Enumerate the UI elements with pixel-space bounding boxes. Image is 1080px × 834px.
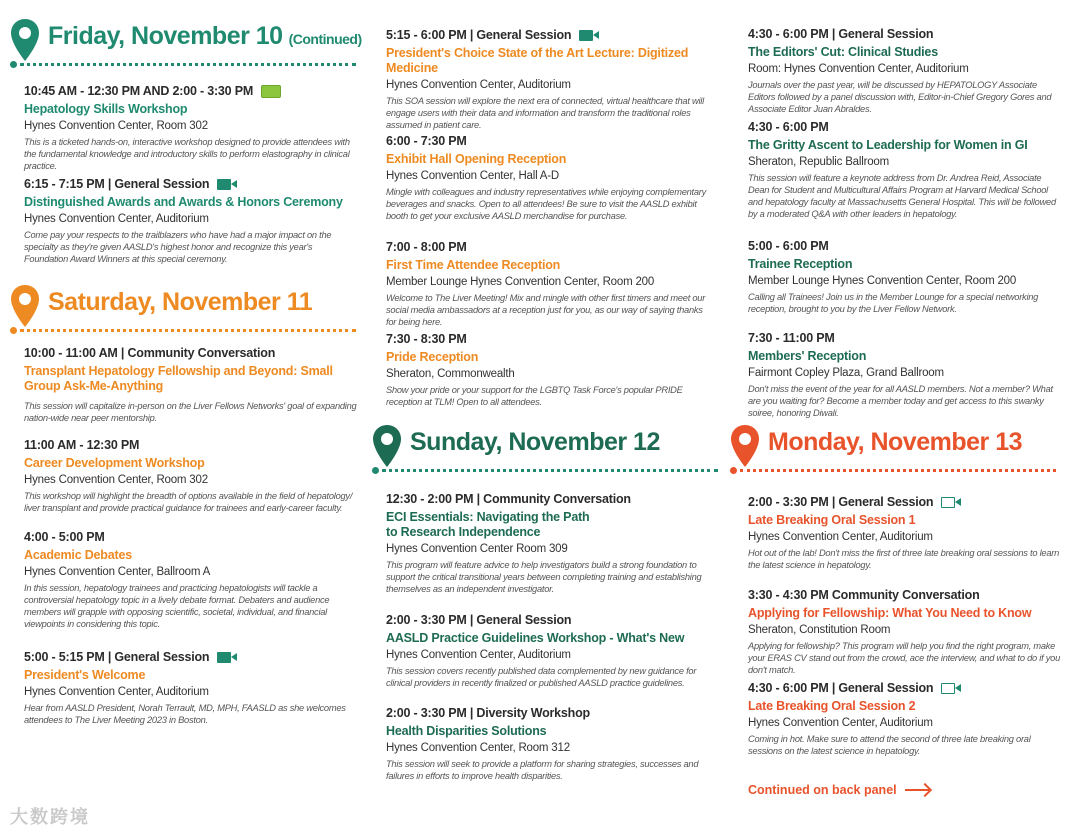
event-description: This SOA session will explore the next era of connected, virtual healthcare that will engage users with their data and information and transform the traditional roles assumed in patient care. (386, 96, 704, 130)
event-item (748, 331, 1060, 419)
event-item (748, 681, 1060, 757)
video-camera-icon (217, 652, 231, 663)
event-title: Distinguished Awards and Awards & Honors Ceremony (24, 195, 343, 209)
day-title: Friday, November 10 (Continued) (48, 22, 362, 50)
video-camera-outline-icon (941, 683, 955, 694)
event-item (24, 346, 358, 424)
event-title: Academic Debates (24, 548, 132, 562)
event-description: Hot out of the lab! Don't miss the first of three late breaking oral sessions to learn the latest science in hepatology. (748, 548, 1059, 570)
event-location: Room: Hynes Convention Center, Auditorium (748, 63, 969, 75)
event-time: 4:30 - 6:00 PM | General Session (748, 27, 934, 41)
event-time: 6:15 - 7:15 PM | General Session (24, 177, 358, 191)
event-title: Applying for Fellowship: What You Need to Know (748, 606, 1032, 620)
event-item (386, 332, 708, 408)
event-location: Fairmont Copley Plaza, Grand Ballroom (748, 367, 944, 379)
event-location: Hynes Convention Center, Auditorium (386, 79, 571, 91)
event-item (748, 239, 1060, 315)
event-time: 5:15 - 6:00 PM | General Session (386, 28, 708, 42)
event-item (386, 492, 708, 595)
event-time: 3:30 - 4:30 PM Community Conversation (748, 588, 980, 602)
event-location: Member Lounge Hynes Convention Center, Room 200 (386, 276, 655, 288)
event-description: This session will capitalize in-person on the Liver Fellows Networks' goal of expanding nation-wide near peer mentorship. (24, 401, 357, 423)
event-time: 11:00 AM - 12:30 PM (24, 438, 140, 452)
event-title: Transplant Hepatology Fellowship and Beyond: Small Group Ask-Me-Anything (24, 364, 333, 393)
event-time: 7:00 - 8:00 PM (386, 240, 467, 254)
event-location: Hynes Convention Center, Room 312 (386, 742, 570, 754)
event-item (24, 438, 358, 514)
event-description: Hear from AASLD President, Norah Terrault, MD, MPH, FAASLD as she welcomes attendees to The Liver Meeting 2023 in Boston. (24, 703, 346, 725)
day-header-sunday (372, 424, 724, 484)
event-title: The Gritty Ascent to Leadership for Women in GI (748, 138, 1028, 152)
event-description: Coming in hot. Make sure to attend the second of three late breaking oral sessions on the latest science in hepatology. (748, 734, 1031, 756)
map-pin-icon (10, 284, 40, 328)
event-item (24, 650, 358, 726)
day-header-monday (730, 424, 1060, 484)
event-location: Hynes Convention Center, Hall A-D (386, 170, 560, 182)
event-time: 10:00 - 11:00 AM | Community Conversation (24, 346, 276, 360)
event-description: This session covers recently published data complemented by new guidance for clinical providers in recently finalized or published AASLD practice guidelines. (386, 666, 697, 688)
event-time: 6:00 - 7:30 PM (386, 134, 467, 148)
event-time: 5:00 - 6:00 PM (748, 239, 829, 253)
event-description: Show your pride or your support for the LGBTQ Task Force's popular PRIDE reception at TLM! Open to all attendees. (386, 385, 683, 407)
event-title: Career Development Workshop (24, 456, 205, 470)
event-title: Pride Reception (386, 350, 479, 364)
event-location: Hynes Convention Center, Auditorium (748, 531, 933, 543)
watermark: 大数跨境 (10, 807, 90, 827)
event-time: 7:30 - 11:00 PM (748, 331, 835, 345)
dotted-divider (20, 63, 356, 66)
event-item (748, 27, 1060, 115)
event-item (748, 495, 1060, 571)
video-camera-icon (217, 179, 231, 190)
event-location: Hynes Convention Center, Auditorium (386, 649, 571, 661)
event-description: Don't miss the event of the year for all AASLD members. Not a member? What are you waiting for? Become a member today and get access to this swanky soiree, honoring Diwali. (748, 384, 1053, 418)
event-title: Trainee Reception (748, 257, 853, 271)
map-pin-icon (10, 18, 40, 62)
event-item (748, 120, 1060, 220)
event-location: Sheraton, Republic Ballroom (748, 156, 889, 168)
event-item (24, 84, 358, 172)
event-item (24, 530, 358, 630)
day-title: Saturday, November 11 (48, 288, 313, 316)
event-title: The Editors' Cut: Clinical Studies (748, 45, 938, 59)
dotted-divider (740, 469, 1056, 472)
dotted-divider (20, 329, 356, 332)
event-time: 2:00 - 3:30 PM | General Session (386, 613, 572, 627)
continued-link[interactable] (748, 783, 929, 797)
event-location: Hynes Convention Center, Auditorium (748, 717, 933, 729)
event-time: 5:00 - 5:15 PM | General Session (24, 650, 358, 664)
event-location: Hynes Convention Center, Auditorium (24, 213, 209, 225)
event-location: Hynes Convention Center, Room 302 (24, 120, 208, 132)
event-location: Member Lounge Hynes Convention Center, Room 200 (748, 275, 1017, 287)
event-description: This program will feature advice to help investigators build a strong foundation to support the critical transitional years between completing training and establishing themselves as an independent investigator. (386, 560, 702, 594)
event-time: 2:00 - 3:30 PM | Diversity Workshop (386, 706, 590, 720)
event-location: Hynes Convention Center, Room 302 (24, 474, 208, 486)
event-description: Welcome to The Liver Meeting! Mix and mingle with other first timers and meet our social media ambassadors at a reception just for you, as our way of saying thanks for being here. (386, 293, 706, 327)
event-location: Hynes Convention Center, Auditorium (24, 686, 209, 698)
event-item (748, 588, 1060, 676)
map-pin-icon (730, 424, 760, 468)
video-camera-icon (579, 30, 593, 41)
event-description: This workshop will highlight the breadth of options available in the field of hepatology/ liver transplant and provide practical guidance for trainees and early-career faculty. (24, 491, 353, 513)
event-title: Exhibit Hall Opening Reception (386, 152, 567, 166)
event-time: 4:00 - 5:00 PM (24, 530, 105, 544)
arrow-right-icon (905, 789, 929, 791)
event-title: Health Disparities Solutions (386, 724, 547, 738)
event-time: 7:30 - 8:30 PM (386, 332, 467, 346)
event-description: Calling all Trainees! Join us in the Member Lounge for a special networking reception, brought to you by the Liver Fellow Network. (748, 292, 1039, 314)
event-description: Journals over the past year, will be discussed by HEPATOLOGY Associate Editors followed by a panel discussion with, Editor-in-Chief Gregory Gores and Associate Editor Juan Abraldes. (748, 80, 1052, 114)
event-location: Hynes Convention Center, Ballroom A (24, 566, 211, 578)
ticket-icon (261, 85, 281, 98)
event-time: 10:45 AM - 12:30 PM AND 2:00 - 3:30 PM (24, 84, 358, 98)
event-description: This is a ticketed hands-on, interactive workshop designed to provide attendees with the fundamental knowledge and introductory skills to perform elastography in clinical practice. (24, 137, 350, 171)
event-item (24, 177, 358, 265)
event-description: This session will feature a keynote address from Dr. Andrea Reid, Associate Dean for Student and Multicultural Affairs Program at Harvard Medical School and hepatology faculty at Massachusetts General Hospital. This will be followed by a moderated Q&A with other leaders in hepatology. (748, 173, 1056, 219)
continued-label: Continued on back panel (748, 783, 897, 797)
day-title: Sunday, November 12 (410, 428, 660, 456)
event-item (386, 240, 708, 328)
event-title: Hepatology Skills Workshop (24, 102, 188, 116)
event-item (386, 134, 708, 222)
event-time: 4:30 - 6:00 PM | General Session (748, 681, 1060, 695)
event-time: 4:30 - 6:00 PM (748, 120, 829, 134)
event-description: Mingle with colleagues and industry representatives while enjoying complementary beverages and snacks. Open to all attendees! Be sure to visit the AASLD exhibit booth to get your exclusive AASLD merchandise for purchase. (386, 187, 707, 221)
map-pin-icon (372, 424, 402, 468)
event-title: Late Breaking Oral Session 2 (748, 699, 916, 713)
event-location: Hynes Convention Center Room 309 (386, 543, 568, 555)
event-title: President's Welcome (24, 668, 146, 682)
event-title: AASLD Practice Guidelines Workshop - What's New (386, 631, 685, 645)
day-header-friday (10, 18, 362, 78)
dotted-divider (382, 469, 718, 472)
event-location: Sheraton, Commonwealth (386, 368, 515, 380)
event-item (386, 613, 708, 689)
event-title: First Time Attendee Reception (386, 258, 561, 272)
event-title: Members' Reception (748, 349, 867, 363)
day-header-saturday (10, 284, 362, 344)
event-location: Sheraton, Constitution Room (748, 624, 891, 636)
day-title: Monday, November 13 (768, 428, 1023, 456)
event-description: In this session, hepatology trainees and practicing hepatologists will tackle a controversial hepatology topic in a lively debate format. Debaters and audience members will grapple with opposing scientific, societal, individual, and financial viewpoints in considering this topic. (24, 583, 330, 629)
event-item (386, 28, 708, 131)
event-title: Late Breaking Oral Session 1 (748, 513, 916, 527)
video-camera-outline-icon (941, 497, 955, 508)
event-time: 2:00 - 3:30 PM | General Session (748, 495, 1060, 509)
event-description: Come pay your respects to the trailblazers who have had a major impact on the specialty as they're given AASLD's highest honor and recognize this year's Foundation Award Winners at this special ceremony. (24, 230, 332, 264)
event-time: 12:30 - 2:00 PM | Community Conversation (386, 492, 631, 506)
event-description: This session will seek to provide a platform for sharing strategies, successes and failures in efforts to improve health disparities. (386, 759, 699, 781)
event-item (386, 706, 708, 782)
event-description: Applying for fellowship? This program will help you find the right program, make your ERAS CV stand out from the crowd, ace the interview, and what to do if you don't match. (748, 641, 1061, 675)
event-title: President's Choice State of the Art Lecture: Digitized Medicine (386, 46, 689, 75)
event-title: ECI Essentials: Navigating the Path to Research Independence (386, 510, 590, 539)
